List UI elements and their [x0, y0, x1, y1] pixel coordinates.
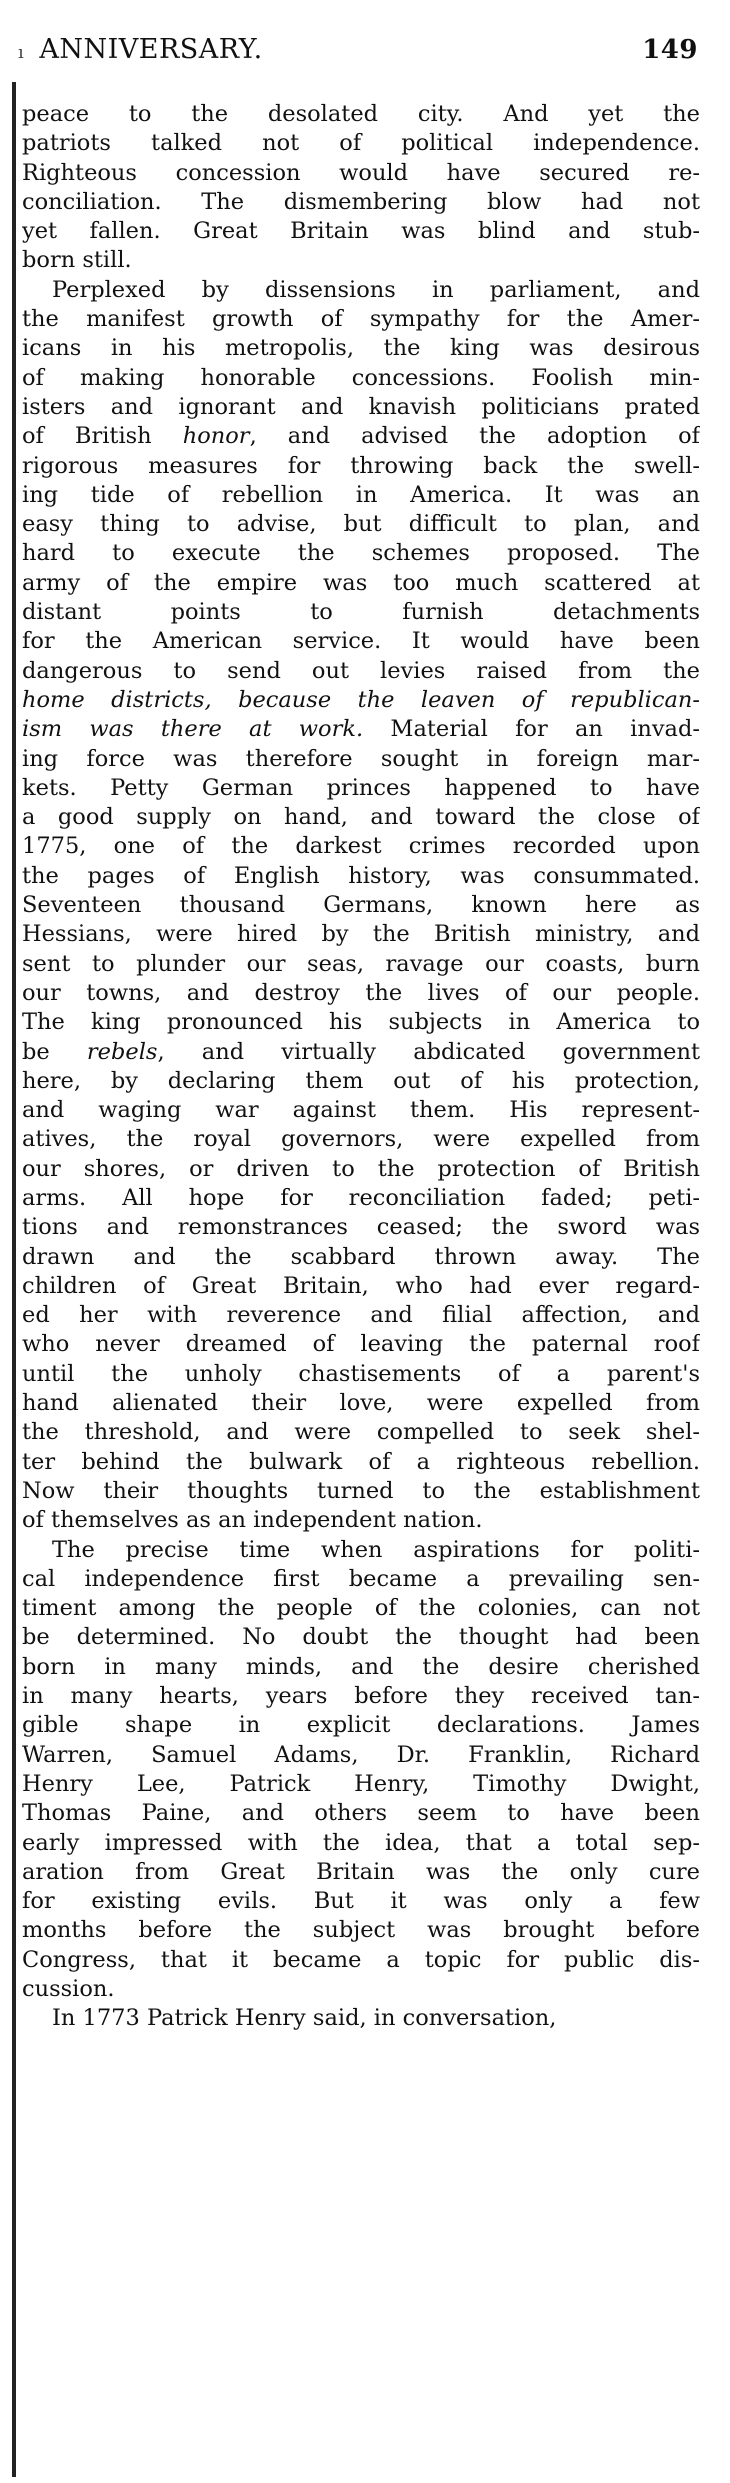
text-line: who never dreamed of leaving the paternal roof: [22, 1331, 700, 1358]
text-line: hand alienated their love, were expelled from: [22, 1390, 700, 1417]
text-line: the threshold, and were compelled to seek shel-: [22, 1419, 700, 1446]
text-line: patriots talked not of political independence.: [22, 130, 700, 157]
text-line: arms. All hope for reconciliation faded; peti-: [22, 1184, 700, 1211]
text-line: Warren, Samuel Adams, Dr. Franklin, Richard: [22, 1741, 700, 1768]
body-text: [22, 100, 700, 2034]
text-line: Seventeen thousand Germans, known here as: [22, 892, 700, 919]
text-line: the manifest growth of sympathy for the Amer-: [22, 306, 700, 333]
running-header: [18, 34, 698, 74]
text-line: children of Great Britain, who had ever regard-: [22, 1272, 700, 1299]
text-line: The precise time when aspirations for politi-: [52, 1536, 700, 1563]
paragraph: [22, 2004, 700, 2033]
text-line: ed her with reverence and filial affection, and: [22, 1302, 700, 1329]
text-line: icans in his metropolis, the king was desirous: [22, 335, 700, 362]
text-line: conciliation. The dismembering blow had not: [22, 188, 700, 215]
paragraph: [22, 276, 700, 1536]
text-line: ter behind the bulwark of a righteous rebellion.: [22, 1448, 700, 1475]
text-line: timent among the people of the colonies, can not: [22, 1595, 700, 1622]
text-line: Hessians, were hired by the British ministry, and: [22, 921, 700, 948]
text-line: dangerous to send out levies raised from the: [22, 657, 700, 684]
text-line: 1775, one of the darkest crimes recorded upon: [22, 833, 700, 860]
text-line: sent to plunder our seas, ravage our coasts, burn: [22, 950, 700, 977]
text-line: cussion.: [22, 1976, 115, 2002]
text-line: be determined. No doubt the thought had been: [22, 1624, 700, 1651]
text-line: a good supply on hand, and toward the close of: [22, 804, 700, 831]
text-line: until the unholy chastisements of a parent's: [22, 1360, 700, 1387]
text-line: atives, the royal governors, were expelled from: [22, 1126, 700, 1153]
text-line: ing force was therefore sought in foreign mar-: [22, 745, 700, 772]
text-line: Thomas Paine, and others seem to have been: [22, 1800, 700, 1827]
text-line: Congress, that it became a topic for public dis-: [22, 1946, 700, 1973]
text-line: cal independence first became a prevailing sen-: [22, 1565, 700, 1592]
text-line: born in many minds, and the desire cherished: [22, 1653, 700, 1680]
text-line: of making honorable concessions. Foolish min-: [22, 364, 700, 391]
text-line: Henry Lee, Patrick Henry, Timothy Dwight,: [22, 1770, 700, 1797]
text-line: be rebels, and virtually abdicated government: [22, 1038, 700, 1065]
text-line: hard to execute the schemes proposed. The: [22, 540, 700, 567]
text-line: of British honor, and advised the adoption of: [22, 423, 700, 450]
text-line: distant points to furnish detachments: [22, 599, 700, 626]
text-line: for the American service. It would have been: [22, 628, 700, 655]
text-line: our towns, and destroy the lives of our people.: [22, 979, 700, 1006]
header-tick-mark: ı: [18, 42, 25, 63]
text-line: drawn and the scabbard thrown away. The: [22, 1243, 700, 1270]
text-line: the pages of English history, was consummated.: [22, 862, 700, 889]
paragraph: [22, 100, 700, 276]
text-line: born still.: [22, 247, 132, 274]
text-line: isters and ignorant and knavish politicians prated: [22, 393, 700, 420]
text-line: In 1773 Patrick Henry said, in conversation,: [52, 2005, 557, 2032]
text-line: Righteous concession would have secured re-: [22, 159, 700, 186]
text-line: rigorous measures for throwing back the swell-: [22, 452, 700, 479]
text-line: for existing evils. But it was only a few: [22, 1888, 700, 1915]
text-line: ism was there at work. Material for an invad-: [22, 716, 700, 743]
text-line: here, by declaring them out of his protection,: [22, 1067, 700, 1094]
text-line: months before the subject was brought before: [22, 1917, 700, 1944]
text-line: gible shape in explicit declarations. James: [22, 1712, 700, 1739]
paragraph: [22, 1536, 700, 2005]
text-line: ing tide of rebellion in America. It was an: [22, 481, 700, 508]
text-line: aration from Great Britain was the only cure: [22, 1858, 700, 1885]
text-line: yet fallen. Great Britain was blind and stub-: [22, 218, 700, 245]
running-title: ANNIVERSARY.: [39, 34, 263, 65]
page-number: 149: [642, 35, 698, 65]
text-line: kets. Petty German princes happened to have: [22, 774, 700, 801]
text-line: and waging war against them. His represent-: [22, 1097, 700, 1124]
margin-rule: [12, 82, 16, 2477]
text-line: tions and remonstrances ceased; the sword was: [22, 1214, 700, 1241]
text-line: army of the empire was too much scattered at: [22, 569, 700, 596]
text-line: home districts, because the leaven of republican-: [22, 686, 700, 713]
text-line: peace to the desolated city. And yet the: [22, 101, 700, 127]
header-left: [18, 34, 263, 65]
text-line: our shores, or driven to the protection of British: [22, 1155, 700, 1182]
text-line: of themselves as an independent nation.: [22, 1507, 483, 1534]
text-line: early impressed with the idea, that a total sep-: [22, 1829, 700, 1856]
text-line: The king pronounced his subjects in America to: [22, 1009, 700, 1036]
text-line: easy thing to advise, but difficult to plan, and: [22, 511, 700, 538]
text-line: Now their thoughts turned to the establishment: [22, 1477, 700, 1504]
text-line: in many hearts, years before they received tan-: [22, 1683, 700, 1710]
text-line: Perplexed by dissensions in parliament, and: [52, 276, 700, 303]
